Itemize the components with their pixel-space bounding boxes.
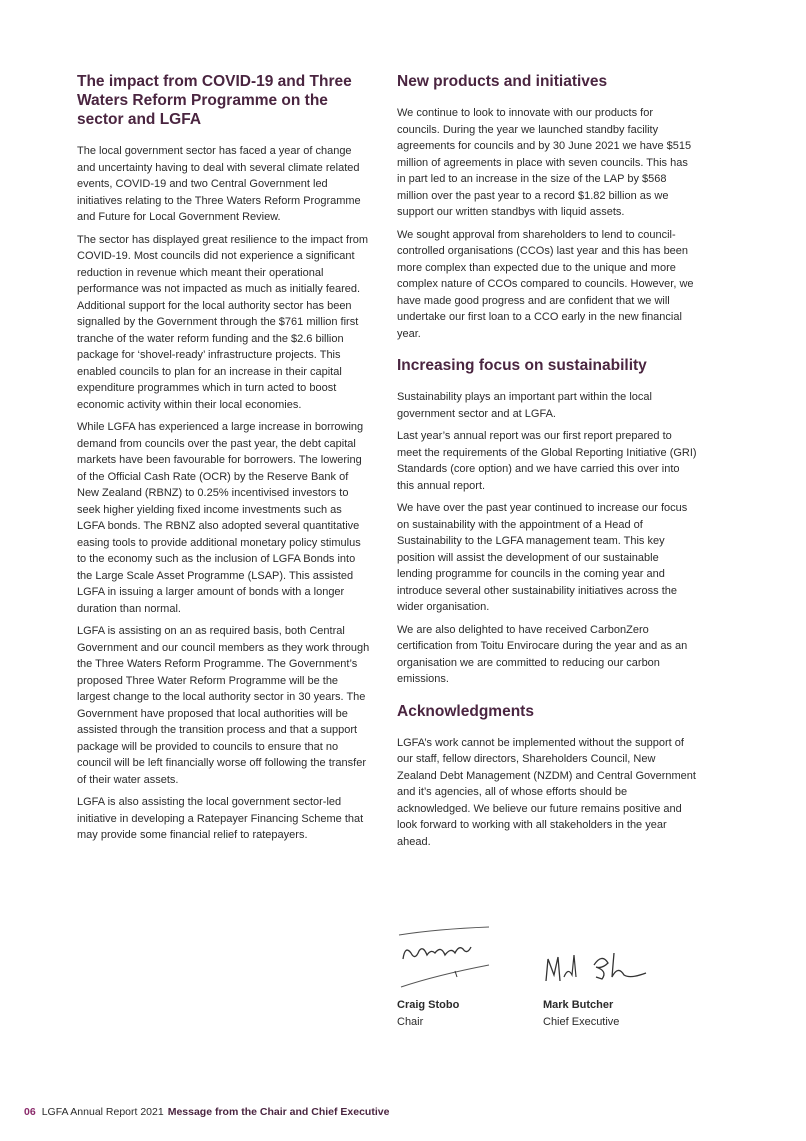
signatory-role: Chief Executive	[543, 1016, 620, 1028]
paragraph: While LGFA has experienced a large increase in borrowing demand from councils over the past year, the debt capital markets have been favourable for borrowers. The lowering of the Official Cash Rate (OCR) by the Reserve Bank of New Zealand (RBNZ) to 0.25% incentivised investors to seek higher yielding fixed income investments such as LGFA bonds. The RBNZ also adopted several quantitative easing tools to provide additional monetary policy stimulus to the economy such as the inclusion of LGFA Bonds into the Large Scale Asset Programme (LSAP). This assisted LGFA in issuing a larger amount of bonds with a longer duration than normal.	[77, 421, 364, 615]
signatory-name: Craig Stobo	[397, 999, 460, 1011]
paragraph: Last year’s annual report was our first report prepared to meet the requirements of the Global Reporting Initiative (GRI) Standards (core option) and we have carried this over into this annual report.	[397, 430, 697, 492]
paragraph: Sustainability plays an important part within the local government sector and at LGFA.	[397, 391, 652, 420]
paragraph: The local government sector has faced a year of change and uncertainty having to deal with several climate related events, COVID-19 and two Central Government led initiatives relating to the Three Waters Reform Programme and Future for Local Government Review.	[77, 145, 361, 223]
paragraph: LGFA’s work cannot be implemented without the support of our staff, fellow directors, Shareholders Council, New Zealand Debt Management (NZDM) and Central Government and it’s agencies, all of whose efforts should be acknowledged. We believe our future remains positive and look forward to working with all stakeholders in the year ahead.	[397, 736, 696, 848]
signatory-role: Chair	[397, 1016, 424, 1028]
craig-stobo-signature	[397, 925, 497, 995]
paragraph: LGFA is assisting on an as required basis, both Central Government and our council members as they work through the Three Waters Reform Programme. The Government’s proposed Three Water Reform Programme will be the largest change to the local authority sector in 30 years. The Government have proposed that local authorities will be assisted through the transition process and that a support package will be provided to councils to ensure that no council will be left financially worse off following the transfer of their water assets.	[77, 625, 370, 786]
sustainability-heading: Increasing focus on sustainability	[397, 357, 647, 374]
paragraph: We continue to look to innovate with our products for councils. During the year we launched standby facility agreements for councils and by 30 June 2021 we have $515 million of agreements in place with seven councils. This has in part led to an increase in the size of the LAP by $568 million over the past year to a record $1.82 billion as we support our written standbys with liquid assets.	[397, 107, 692, 218]
covid-section-heading: The impact from COVID-19 and Three Waters Reform Programme on the sector and LGFA	[77, 73, 352, 128]
mark-butcher-signature	[542, 947, 652, 987]
paragraph: We have over the past year continued to increase our focus on sustainability with the appointment of a Head of Sustainability to the LGFA management team. This key position will assist the development of our sustainable lending programme for councils in the coming year and introduce several other sustainability initiatives across the wider organisation.	[397, 502, 688, 613]
signatory-name: Mark Butcher	[543, 999, 614, 1011]
new-products-heading: New products and initiatives	[397, 73, 608, 90]
paragraph: The sector has displayed great resilience to the impact from COVID-19. Most councils did not experience a significant reduction in revenue which meant their operational performance was not impacted as much as initially feared. Additional support for the local authority sector has been signalled by the Government through the $761 million first tranche of the water reform funding and the $2.6 billion package for ‘shovel-ready’ infrastructure projects. This enabled councils to plan for an increase in their capital expenditure programmes which in turn acted to boost economic activity within their local economies.	[77, 233, 369, 411]
acknowledgments-heading: Acknowledgments	[397, 702, 534, 720]
report-title: LGFA Annual Report 2021	[41, 1106, 164, 1118]
left-column	[77, 72, 371, 850]
paragraph: We are also delighted to have received CarbonZero certification from Toitu Envirocare during the year and as an organisation we are committed to reducing our carbon emissions.	[397, 623, 688, 685]
footer-section-title: Message from the Chair and Chief Executive	[167, 1106, 390, 1118]
page-footer	[24, 1106, 389, 1118]
right-column	[397, 72, 697, 856]
paragraph: We sought approval from shareholders to lend to council-controlled organisations (CCOs) last year and this has been more complex than expected due to the unique and more complex nature of CCOs compared to councils. However, we have made good progress and are confident that we will undertake our first loan to a CCO early in the new financial year.	[397, 228, 694, 340]
paragraph: LGFA is also assisting the local government sector-led initiative in developing a Ratepayer Financing Scheme that may provide some financial relief to ratepayers.	[77, 796, 364, 841]
page-number: 06	[24, 1106, 36, 1118]
signature-block	[397, 925, 707, 1035]
